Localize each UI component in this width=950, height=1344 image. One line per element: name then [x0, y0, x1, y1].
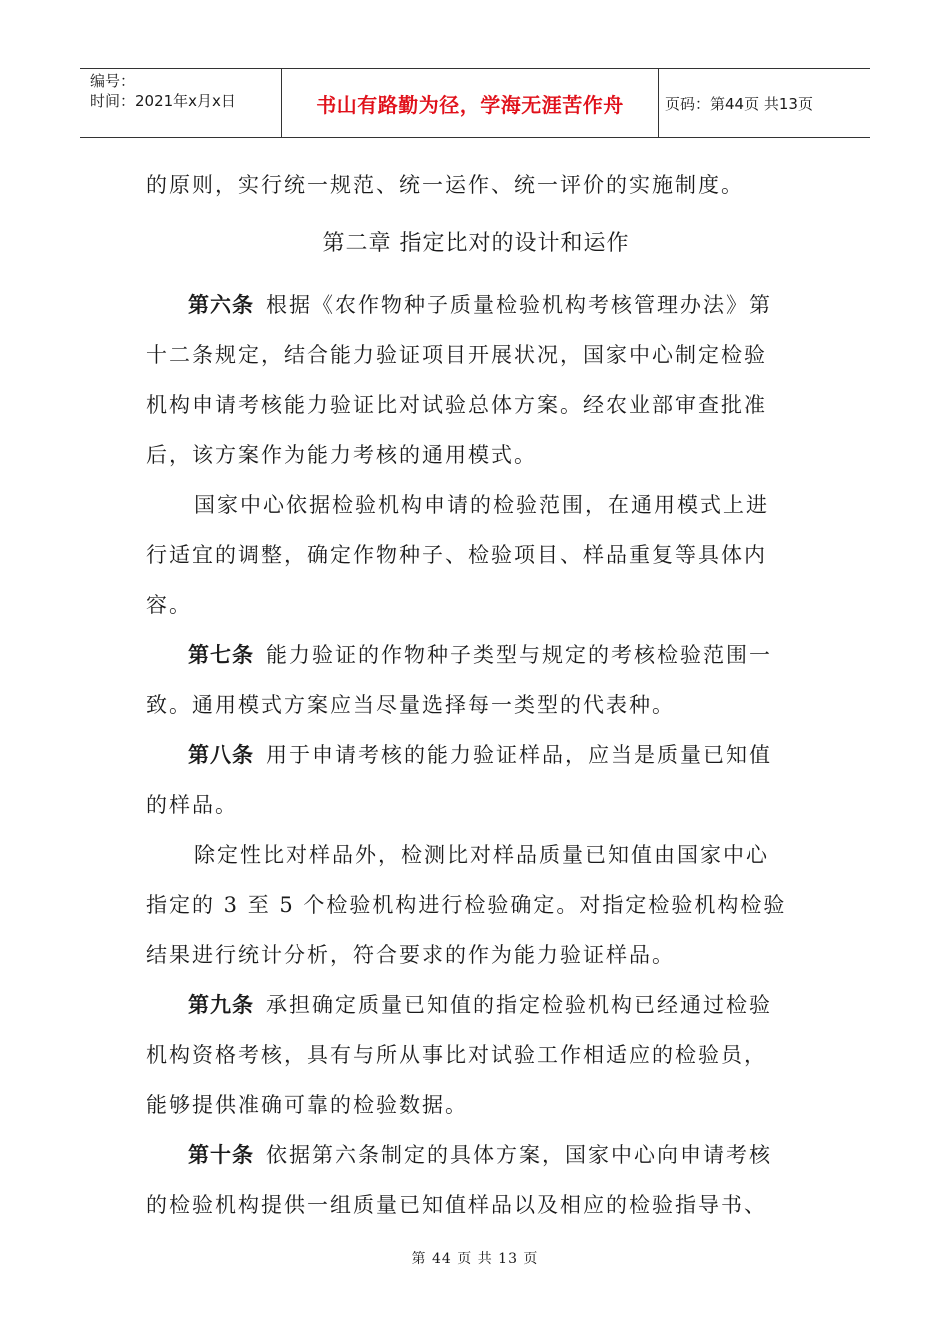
header-motto: 书山有路勤为径，学海无涯苦作舟	[282, 69, 659, 137]
body-line: 结果进行统计分析，符合要求的作为能力验证样品。	[146, 943, 675, 967]
body-line: 的样品。	[146, 793, 238, 817]
body-line: 后，该方案作为能力考核的通用模式。	[146, 443, 537, 467]
article-10-line	[146, 1130, 806, 1180]
header-page-info: 页码：第44页 共13页	[665, 94, 813, 113]
article-8-label: 第八条	[188, 743, 254, 767]
article-6-line	[146, 280, 806, 330]
body-line: 的检验机构提供一组质量已知值样品以及相应的检验指导书、	[146, 1193, 767, 1217]
article-6-label: 第六条	[188, 293, 254, 317]
article-8-text: 用于申请考核的能力验证样品，应当是质量已知值	[266, 743, 772, 767]
body-line: 行适宜的调整，确定作物种子、检验项目、样品重复等具体内	[146, 543, 767, 567]
article-9-label: 第九条	[188, 993, 254, 1017]
header-meta-cell	[80, 69, 282, 137]
document-body	[146, 160, 806, 1230]
article-8-line	[146, 730, 806, 780]
body-line: 机构申请考核能力验证比对试验总体方案。经农业部审查批准	[146, 393, 767, 417]
body-line: 能够提供准确可靠的检验数据。	[146, 1093, 468, 1117]
article-7-text: 能力验证的作物种子类型与规定的考核检验范围一	[266, 643, 772, 667]
body-line: 国家中心依据检验机构申请的检验范围，在通用模式上进	[194, 493, 769, 517]
body-line: 致。通用模式方案应当尽量选择每一类型的代表种。	[146, 693, 675, 717]
body-line: 指定的 3 至 5 个检验机构进行检验确定。对指定检验机构检验	[146, 893, 787, 917]
page-footer: 第 44 页 共 13 页	[411, 1251, 539, 1267]
body-line: 除定性比对样品外，检测比对样品质量已知值由国家中心	[194, 843, 769, 867]
chapter-title: 第二章 指定比对的设计和运作	[322, 231, 630, 256]
body-line: 的原则，实行统一规范、统一运作、统一评价的实施制度。	[146, 173, 744, 197]
page-header	[80, 68, 870, 138]
document-number-label: 编号：	[90, 72, 136, 90]
article-9-text: 承担确定质量已知值的指定检验机构已经通过检验	[266, 993, 772, 1017]
article-9-line	[146, 980, 806, 1030]
body-line: 容。	[146, 593, 192, 617]
article-7-label: 第七条	[188, 643, 254, 667]
article-7-line	[146, 630, 806, 680]
article-10-label: 第十条	[188, 1143, 254, 1167]
article-6-text: 根据《农作物种子质量检验机构考核管理办法》第	[266, 293, 772, 317]
document-time-label: 时间：2021年x月x日	[90, 92, 236, 110]
body-line: 十二条规定，结合能力验证项目开展状况，国家中心制定检验	[146, 343, 767, 367]
article-10-text: 依据第六条制定的具体方案，国家中心向申请考核	[266, 1143, 772, 1167]
body-line: 机构资格考核，具有与所从事比对试验工作相适应的检验员，	[146, 1043, 767, 1067]
